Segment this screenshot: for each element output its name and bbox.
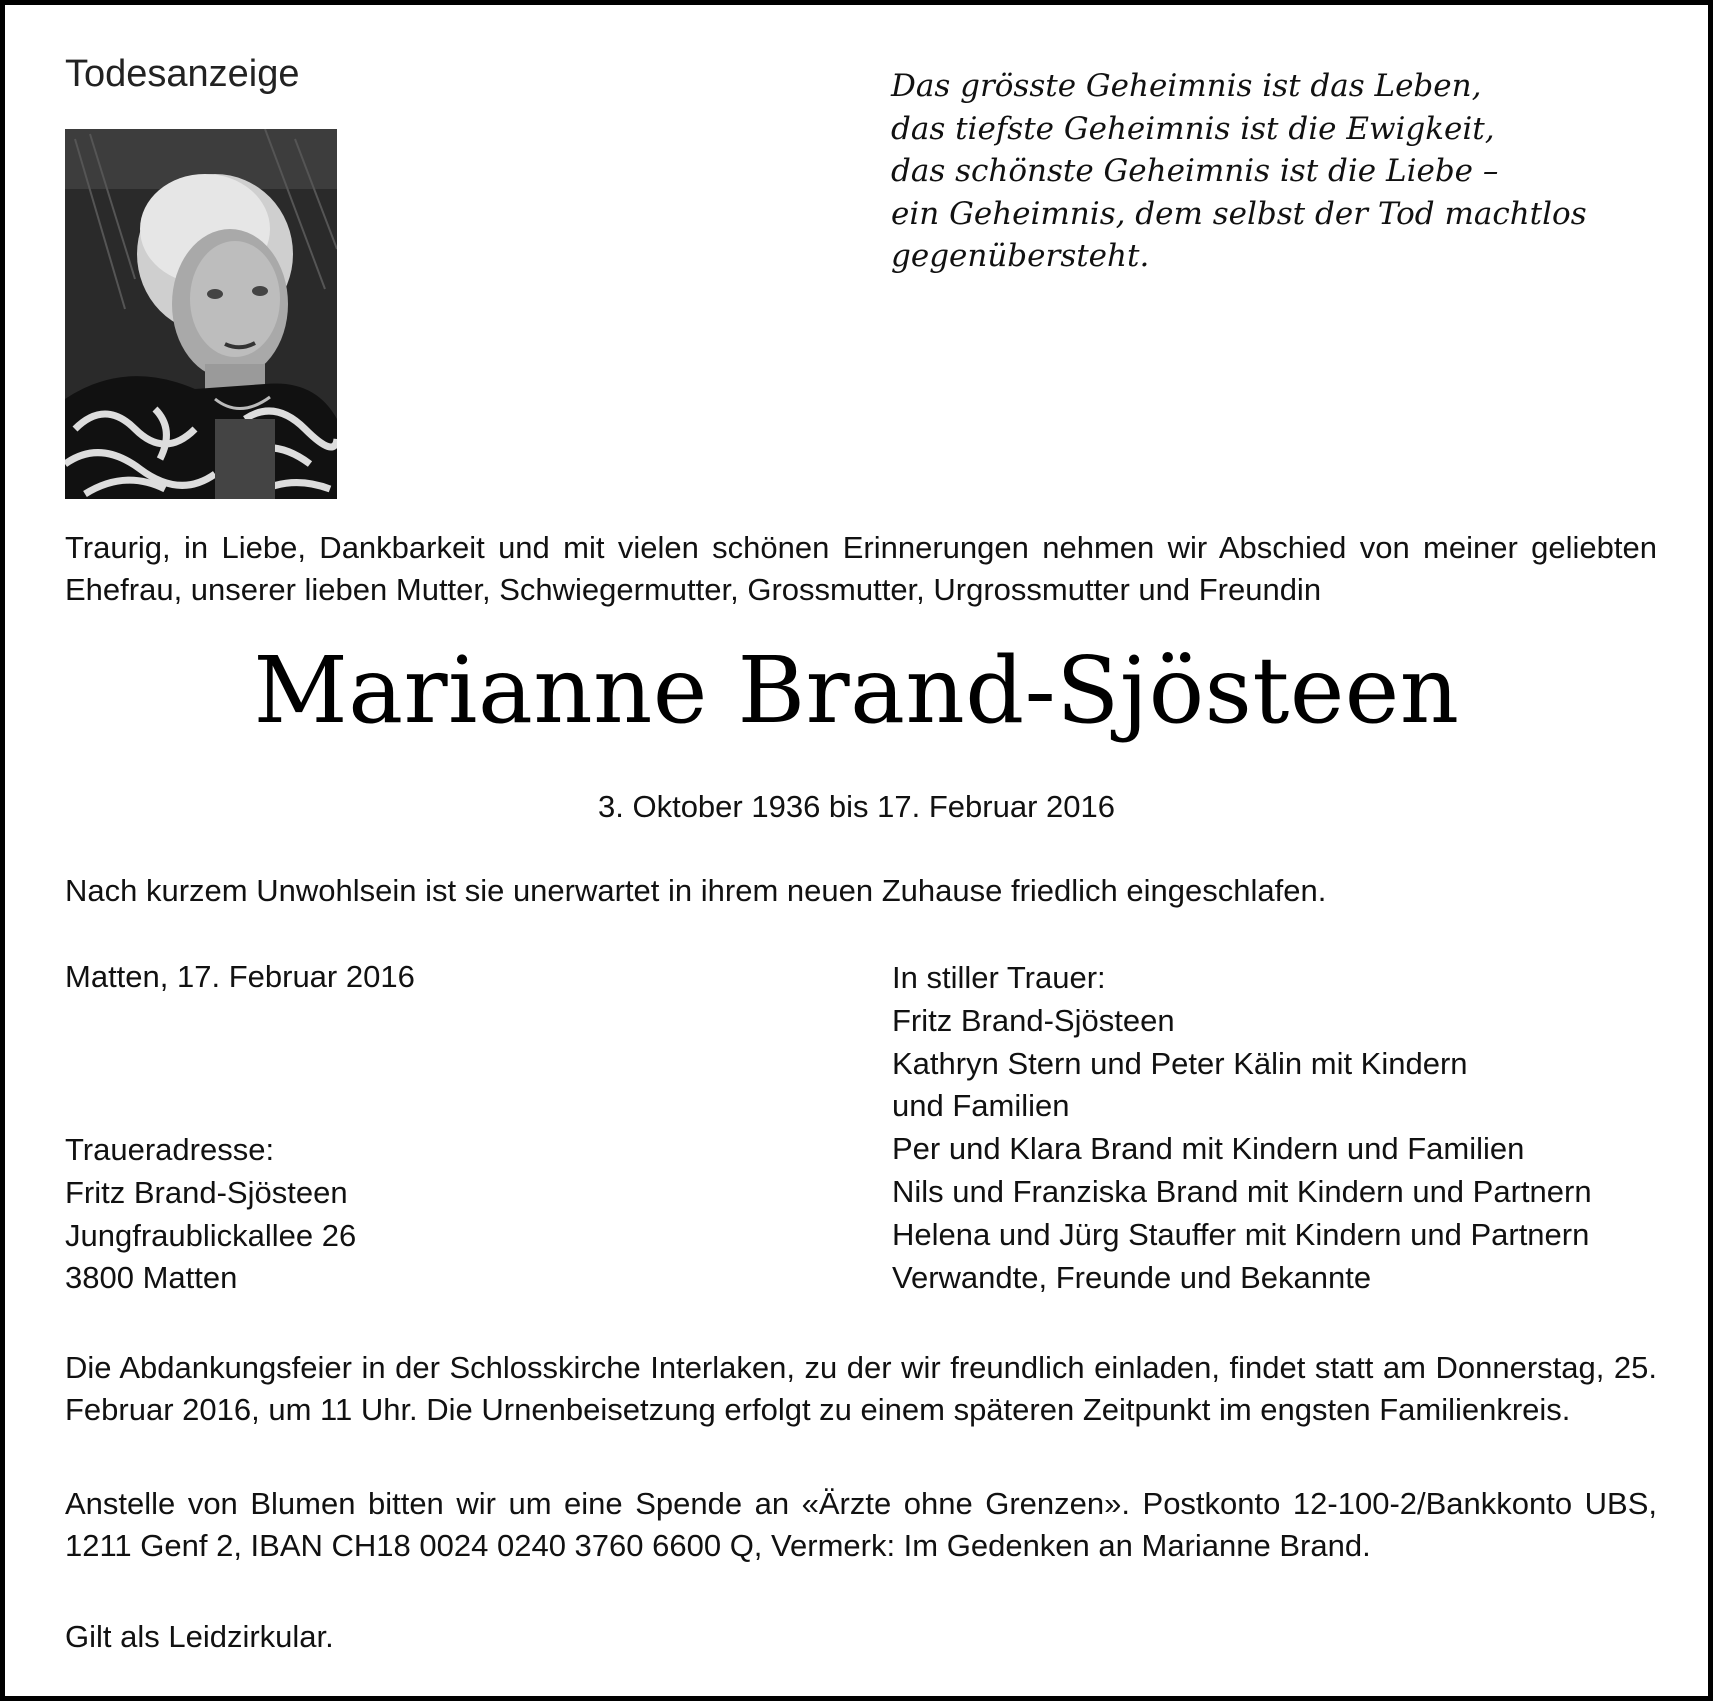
portrait-photo xyxy=(65,129,337,499)
closing-text: Gilt als Leidzirkular. xyxy=(65,1619,334,1654)
quote-line: das schönste Geheimnis ist die Liebe – xyxy=(891,153,1499,189)
mourner-line: Verwandte, Freunde und Bekannte xyxy=(892,1259,1372,1295)
mourner-line: Nils und Franziska Brand mit Kindern und Partnern xyxy=(892,1173,1592,1209)
intro-text: Traurig, in Liebe, Dankbarkeit und mit vielen schönen Erinnerungen nehmen wir Abschied von meiner geliebten Ehefrau, unserer lieben Mutter, Schwiegermutter, Grossmutter, Urgrossmutter und Freundin xyxy=(65,530,1657,607)
notice-label: Todesanzeige xyxy=(65,53,300,95)
life-dates: 3. Oktober 1936 bis 17. Februar 2016 xyxy=(598,789,1115,824)
mourner-line: Helena und Jürg Stauffer mit Kindern und Partnern xyxy=(892,1216,1590,1252)
address-line: 3800 Matten xyxy=(65,1260,238,1296)
service-text: Die Abdankungsfeier in der Schlosskirche Interlaken, zu der wir freundlich einladen, findet statt am Donnerstag, 25. Februar 2016, um 11 Uhr. Die Urnenbeisetzung erfolgt zu einem späteren Zeitpunkt im engsten Familienkreis. xyxy=(65,1350,1657,1427)
donation-text: Anstelle von Blumen bitten wir um eine Spende an «Ärzte ohne Grenzen». Postkonto 12-100-2/Bankkonto UBS, 1211 Genf 2, IBAN CH18 0024 0240 3760 6600 Q, Vermerk: Im Gedenken an Marianne Brand. xyxy=(65,1486,1657,1563)
mourner-line: Per und Klara Brand mit Kindern und Familien xyxy=(892,1131,1525,1167)
address-line: Jungfraublickallee 26 xyxy=(65,1217,357,1253)
place-date: Matten, 17. Februar 2016 xyxy=(65,959,415,994)
quote-line: das tiefste Geheimnis ist die Ewigkeit, xyxy=(891,110,1495,147)
mourner-line: Fritz Brand-Sjösteen xyxy=(892,1002,1175,1038)
mourner-line: und Familien xyxy=(892,1088,1070,1124)
passing-text: Nach kurzem Unwohlsein ist sie unerwartet in ihrem neuen Zuhause friedlich eingeschlafen. xyxy=(65,873,1327,908)
address-heading: Traueradresse: xyxy=(65,1132,275,1167)
quote-line: gegenübersteht. xyxy=(891,238,1150,274)
mourner-line: Kathryn Stern und Peter Kälin mit Kindern xyxy=(892,1045,1468,1081)
deceased-name: Marianne Brand-Sjösteen xyxy=(253,637,1460,744)
quote-line: Das grösste Geheimnis ist das Leben, xyxy=(891,68,1482,104)
mourning-address xyxy=(65,1129,356,1300)
address-line: Fritz Brand-Sjösteen xyxy=(65,1174,348,1210)
mourners-list xyxy=(892,957,1592,1299)
mourners-heading: In stiller Trauer: xyxy=(892,960,1106,995)
quote-block xyxy=(891,65,1631,278)
quote-line: ein Geheimnis, dem selbst der Tod machtlos xyxy=(891,195,1587,232)
